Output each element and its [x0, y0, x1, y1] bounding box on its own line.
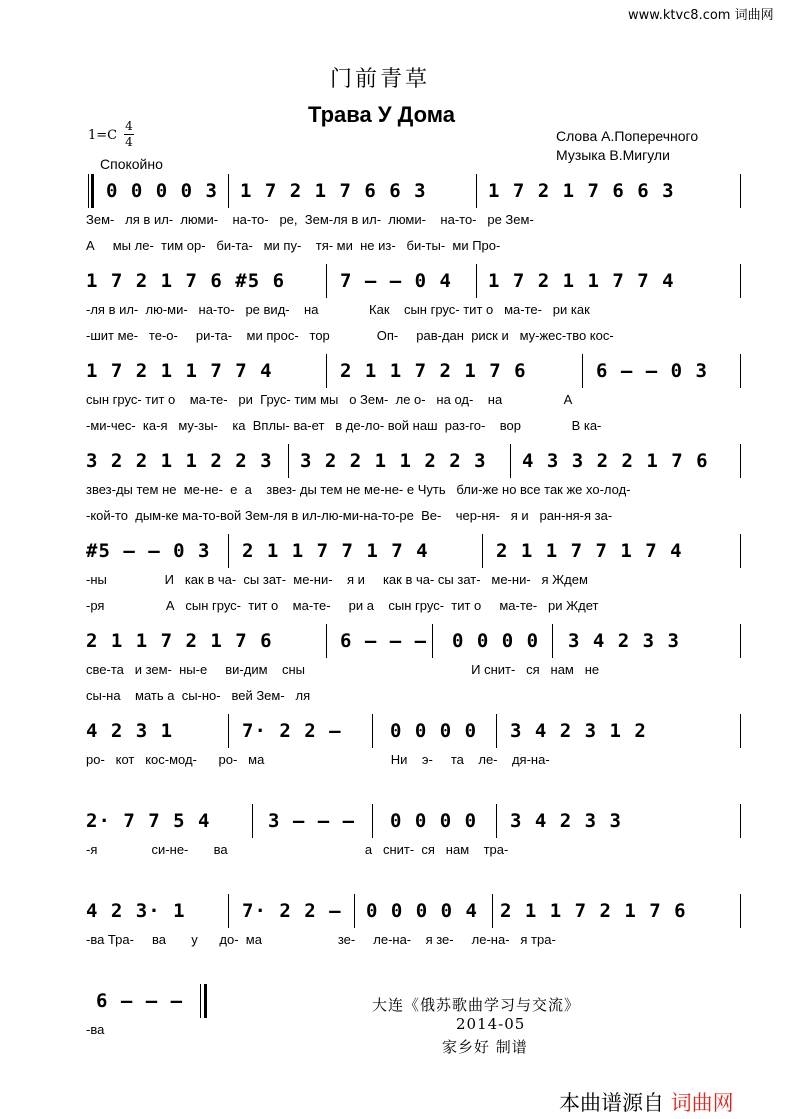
measure-notes: 1 7 2 1 7 6 6 3 [488, 180, 675, 202]
measure-notes: 1 7 2 1 7 6 6 3 [240, 180, 427, 202]
bar-line [372, 714, 373, 748]
measure-notes: 7· 2 2 – [242, 900, 342, 922]
footer-date: 2014-05 [456, 1015, 526, 1033]
lyric-line: -ва Тра- ва у до- ма зе- ле-на- я зе- ле-на- я тра- [86, 932, 556, 947]
lyric-line: -шит ме- те-о- ри-та- ми прос- тор Оп- рав-дан риск и му-жес-тво кос- [86, 328, 614, 343]
lyric-line: сын грус- тит о ма-те- ри Грус- тим мы о Зем- ле о- на од- на А [86, 392, 573, 407]
bar-line [326, 264, 327, 298]
measure-notes: 0 0 0 0 3 [106, 180, 218, 202]
brand-highlight: 词曲网 [670, 1091, 734, 1115]
measure-notes: 2 1 1 7 2 1 7 6 [340, 360, 527, 382]
bar-line [228, 894, 229, 928]
repeat-start-bar [88, 174, 89, 208]
measure-notes: 0 0 0 0 [390, 810, 478, 832]
bar-line [740, 804, 741, 838]
bar-line [582, 354, 583, 388]
measure-notes: 2 1 1 7 7 1 7 4 [242, 540, 429, 562]
bar-line [200, 984, 201, 1018]
time-signature [124, 120, 134, 149]
bar-line [252, 804, 253, 838]
bar-line [740, 444, 741, 478]
footer-author: 家乡好 制谱 [442, 1038, 528, 1056]
lyric-line: -ми-чес- ка-я му-зы- ка Вплы- ва-ет в де-ло- вой наш раз-го- вор В ка- [86, 418, 602, 433]
bar-line [740, 624, 741, 658]
time-signature-top: 4 [125, 119, 133, 133]
lyricist-credit: Слова А.Поперечного [556, 128, 699, 144]
bar-line [228, 534, 229, 568]
measure-notes: 1 7 2 1 7 6 #5 6 [86, 270, 286, 292]
lyric-line: -кой-то дым-ке ма-то-вой Зем-ля в ил-лю-ми-на-то-ре Ве- чер-ня- я и ран-ня-я за- [86, 508, 613, 523]
tempo-marking: Спокойно [100, 156, 163, 172]
measure-notes: 2 1 1 7 2 1 7 6 [86, 630, 273, 652]
measure-notes: #5 – – 0 3 [86, 540, 211, 562]
bar-line [492, 894, 493, 928]
measure-notes: 2· 7 7 5 4 [86, 810, 211, 832]
title-chinese: 门前青草 [330, 67, 431, 92]
measure-notes: 6 – – 0 3 [596, 360, 708, 382]
lyric-line: звез-ды тем не ме-не- е а звез- ды тем не ме-не- е Чуть бли-же но все так же хо-лод- [86, 482, 631, 497]
lyric-line: -ля в ил- лю-ми- на-то- ре вид- на Как сын грус- тит о ма-те- ри как [86, 302, 590, 317]
lyric-line: све-та и зем- ны-е ви-дим сны И снит- ся нам не [86, 662, 600, 677]
measure-notes: 4 2 3· 1 [86, 900, 186, 922]
measure-notes: 2 1 1 7 2 1 7 6 [500, 900, 687, 922]
lyric-line: -ны И как в ча- сы зат- ме-ни- я и как в ча- сы зат- ме-ни- я Ждем [86, 572, 588, 587]
bar-line [354, 894, 355, 928]
bar-line [228, 174, 229, 208]
brand-text: 本曲谱源自 [559, 1091, 664, 1115]
bar-line [476, 264, 477, 298]
measure-notes: 4 3 3 2 2 1 7 6 [522, 450, 709, 472]
lyric-line: -ря А сын грус- тит о ма-те- ри а сын грус- тит о ма-те- ри Ждет [86, 598, 599, 613]
measure-notes: 3 4 2 3 3 [510, 810, 622, 832]
bar-line [326, 354, 327, 388]
measure-notes: 7· 2 2 – [242, 720, 342, 742]
bar-line [326, 624, 327, 658]
measure-notes: 3 4 2 3 3 [568, 630, 680, 652]
bar-line [496, 714, 497, 748]
repeat-start-bar [91, 174, 94, 208]
measure-notes: 6 – – – [96, 990, 184, 1012]
measure-notes: 3 2 2 1 1 2 2 3 [86, 450, 273, 472]
lyric-line: -я си-не- ва а снит- ся нам тра- [86, 842, 509, 857]
time-signature-bottom: 4 [125, 135, 133, 149]
bar-line [740, 714, 741, 748]
lyric-line: А мы ле- тим ор- би-та- ми пу- тя- ми не из- би-ты- ми Про- [86, 238, 501, 253]
composer-credit: Музыка В.Мигули [556, 147, 670, 163]
measure-notes: 0 0 0 0 4 [366, 900, 478, 922]
lyric-line: -ва [86, 1022, 105, 1037]
bar-line [740, 894, 741, 928]
bar-line [510, 444, 511, 478]
measure-notes: 0 0 0 0 [390, 720, 478, 742]
measure-notes: 1 7 2 1 1 7 7 4 [86, 360, 273, 382]
measure-notes: 0 0 0 0 [452, 630, 540, 652]
measure-notes: 3 4 2 3 1 2 [510, 720, 647, 742]
bar-line [482, 534, 483, 568]
bar-line [372, 804, 373, 838]
bar-line [496, 804, 497, 838]
bar-line [552, 624, 553, 658]
bar-line [740, 264, 741, 298]
lyric-line: ро- кот кос-мод- ро- ма Ни э- та ле- дя-на- [86, 752, 550, 767]
measure-notes: 1 7 2 1 1 7 7 4 [488, 270, 675, 292]
bar-line [288, 444, 289, 478]
measure-notes: 7 – – 0 4 [340, 270, 452, 292]
measure-notes: 3 2 2 1 1 2 2 3 [300, 450, 487, 472]
final-bar [204, 984, 207, 1018]
bar-line [476, 174, 477, 208]
bar-line [432, 624, 433, 658]
bar-line [740, 174, 741, 208]
measure-notes: 3 – – – [268, 810, 356, 832]
footer-source: 大连《俄苏歌曲学习与交流》 [372, 996, 581, 1014]
measure-notes: 2 1 1 7 7 1 7 4 [496, 540, 683, 562]
key-signature: 1=C [88, 128, 118, 143]
brand-watermark [559, 1087, 734, 1117]
bar-line [740, 534, 741, 568]
measure-notes: 4 2 3 1 [86, 720, 174, 742]
lyric-line: Зем- ля в ил- люми- на-то- ре, Зем-ля в ил- люми- на-то- ре Зем- [86, 212, 534, 227]
site-url: www.ktvc8.com 词曲网 [628, 8, 774, 23]
bar-line [228, 714, 229, 748]
title-russian: Трава У Дома [308, 102, 455, 127]
lyric-line: сы-на мать а сы-но- вей Зем- ля [86, 688, 311, 703]
measure-notes: 6 – – – [340, 630, 428, 652]
bar-line [740, 354, 741, 388]
